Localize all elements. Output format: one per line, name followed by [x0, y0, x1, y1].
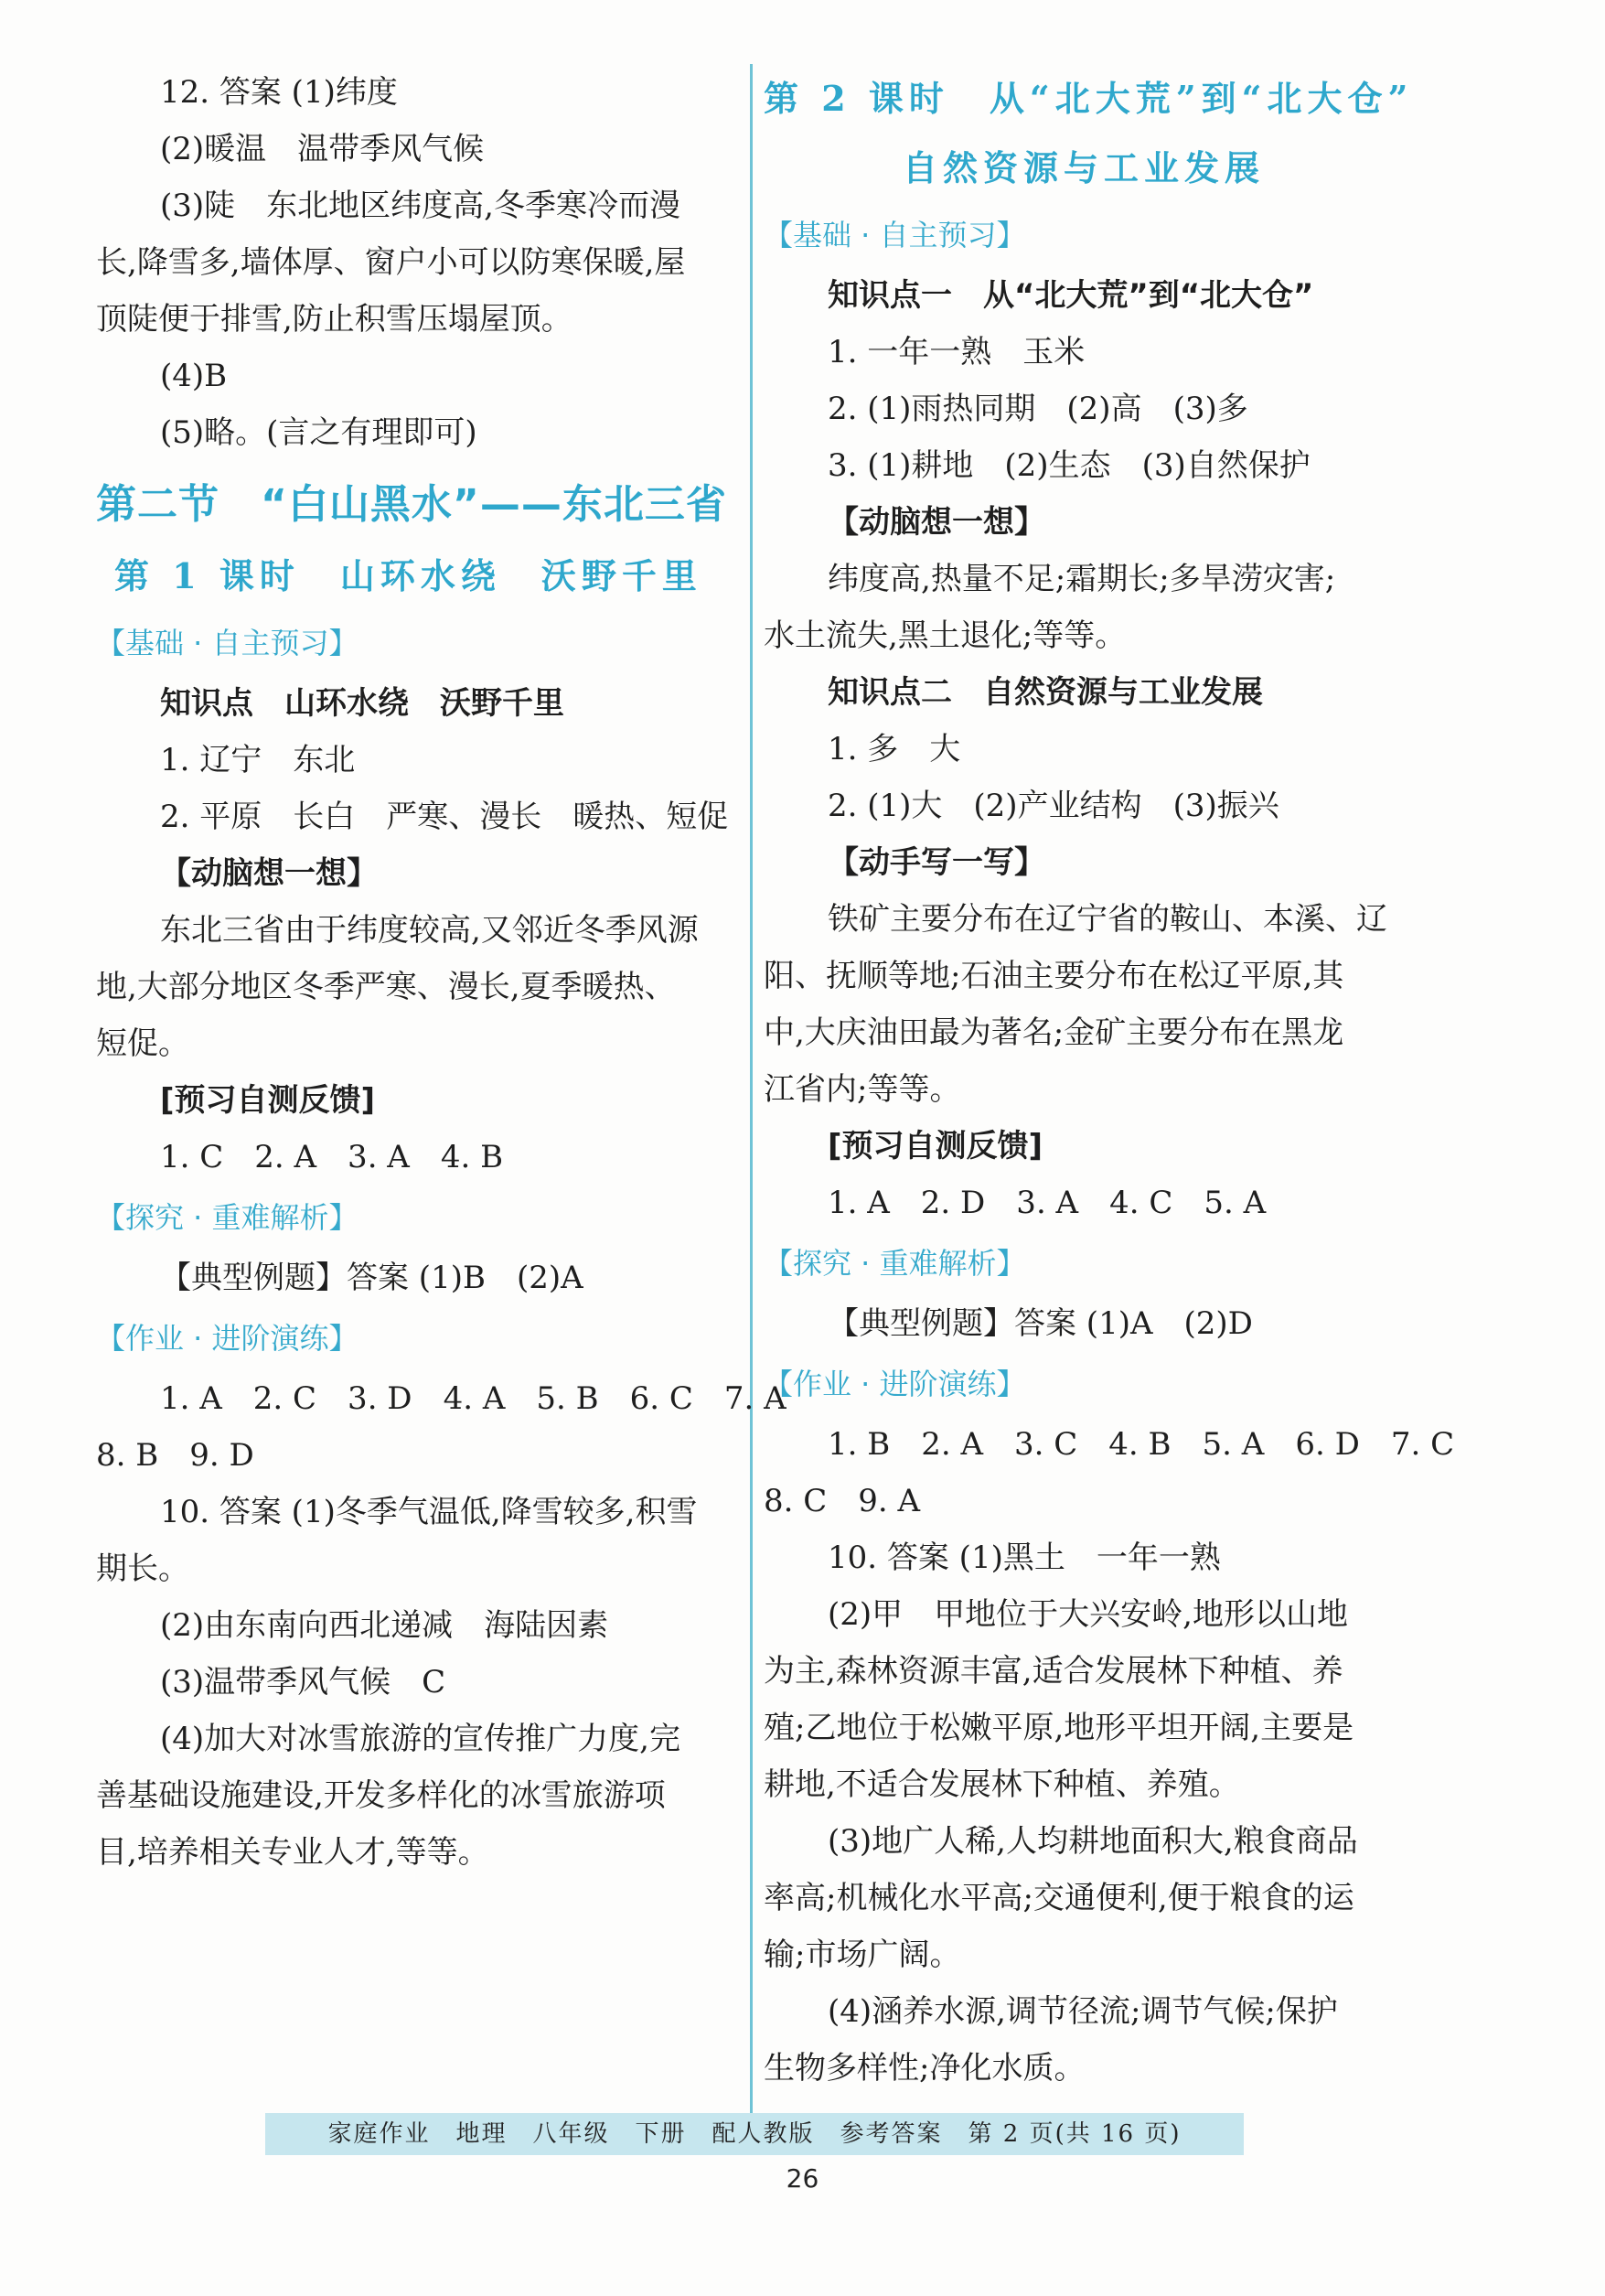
knowledge-point-two-title: 知识点二 自然资源与工业发展 — [828, 674, 1263, 711]
left-column — [96, 64, 786, 1881]
feedback-title-right: [预习自测反馈] — [828, 1128, 1043, 1164]
q10-line-6: 善基础设施建设,开发多样化的冰雪旅游项 — [96, 1777, 666, 1814]
page-number: 26 — [786, 2163, 819, 2194]
knowledge-point-one-3: 3. (1)耕地 (2)生态 (3)自然保护 — [828, 447, 1311, 484]
think-line-1: 东北三省由于纬度较高,又邻近冬季风源 — [160, 912, 699, 949]
lesson-title: 第 1 课时 山环水绕 沃野千里 — [114, 555, 702, 596]
think-title: 【动脑想一想】 — [160, 855, 378, 892]
q10-line-3: (2)由东南向西北递减 海陆因素 — [160, 1607, 609, 1644]
q10-right-line-2: (2)甲 甲地位于大兴安岭,地形以山地 — [828, 1596, 1348, 1633]
think-line-2: 地,大部分地区冬季严寒、漫长,夏季暖热、 — [96, 969, 676, 1005]
feedback-title: [预习自测反馈] — [160, 1082, 376, 1119]
q10-right-line-4: 殖;乙地位于松嫩平原,地形平坦开阔,主要是 — [764, 1710, 1354, 1746]
q12-line-6: (4)B — [160, 358, 228, 394]
knowledge-point-two-2: 2. (1)大 (2)产业结构 (3)振兴 — [828, 788, 1279, 824]
think-right-line-1: 纬度高,热量不足;霜期长;多旱涝灾害; — [828, 561, 1336, 597]
section-title: 第二节 “白山黑水”——东北三省 — [96, 481, 727, 528]
knowledge-point-one-1: 1. 一年一熟 玉米 — [828, 334, 1086, 370]
homework-answers-right-2: 8. C 9. A — [764, 1483, 921, 1519]
q12-line-3: (3)陡 东北地区纬度高,冬季寒冷而漫 — [160, 188, 680, 224]
example-answer: 【典型例题】答案 (1)B (2)A — [160, 1260, 583, 1296]
think-title-right: 【动脑想一想】 — [828, 504, 1045, 541]
knowledge-point-1: 1. 辽宁 东北 — [160, 742, 356, 778]
think-line-3: 短促。 — [96, 1025, 189, 1062]
q12-line-7: (5)略。(言之有理即可) — [160, 414, 477, 451]
q10-line-7: 目,培养相关专业人才,等等。 — [96, 1834, 489, 1871]
feedback-answers-right: 1. A 2. D 3. A 4. C 5. A — [828, 1185, 1267, 1221]
lesson-title-2: 第 2 课时 从“北大荒”到“北大仓” — [764, 78, 1414, 119]
q12-line-4: 长,降雪多,墙体厚、窗户小可以防寒保暖,屋 — [96, 244, 686, 281]
homework-answers-right-1: 1. B 2. A 3. C 4. B 5. A 6. D 7. C — [828, 1426, 1455, 1463]
write-line-3: 中,大庆油田最为著名;金矿主要分布在黑龙 — [764, 1014, 1344, 1051]
q10-line-5: (4)加大对冰雪旅游的宣传推广力度,完 — [160, 1721, 680, 1757]
homework-answers-2: 8. B 9. D — [96, 1437, 254, 1474]
q10-line-4: (3)温带季风气候 C — [160, 1664, 446, 1701]
right-column — [764, 64, 1455, 2097]
q10-line-2: 期长。 — [96, 1550, 189, 1587]
knowledge-point-one-2: 2. (1)雨热同期 (2)高 (3)多 — [828, 391, 1248, 427]
knowledge-point-two-1: 1. 多 大 — [828, 731, 961, 767]
q10-right-line-6: (3)地广人稀,人均耕地面积大,粮食商品 — [828, 1823, 1358, 1860]
knowledge-point-2: 2. 平原 长白 严寒、漫长 暖热、短促 — [160, 799, 729, 835]
q12-line-5: 顶陡便于排雪,防止积雪压塌屋顶。 — [96, 301, 572, 338]
tag-homework: 【作业 · 进阶演练】 — [96, 1321, 358, 1356]
q10-right-line-1: 10. 答案 (1)黑土 一年一熟 — [828, 1540, 1221, 1576]
write-line-2: 阳、抚顺等地;石油主要分布在松辽平原,其 — [764, 958, 1344, 994]
q10-right-line-7: 率高;机械化水平高;交通便利,便于粮食的运 — [764, 1880, 1354, 1916]
lesson-title-2-subtitle: 自然资源与工业发展 — [902, 147, 1265, 188]
tag-explore-right: 【探究 · 重难解析】 — [764, 1246, 1026, 1281]
example-answer-right: 【典型例题】答案 (1)A (2)D — [828, 1305, 1253, 1342]
q10-line-1: 10. 答案 (1)冬季气温低,降雪较多,积雪 — [160, 1494, 698, 1530]
q10-right-line-10: 生物多样性;净化水质。 — [764, 2050, 1086, 2087]
q10-right-line-8: 输;市场广阔。 — [764, 1937, 961, 1973]
q10-right-line-9: (4)涵养水源,调节径流;调节气候;保护 — [828, 1993, 1338, 2030]
write-title: 【动手写一写】 — [828, 844, 1045, 881]
think-right-line-2: 水土流失,黑土退化;等等。 — [764, 617, 1127, 654]
homework-answers-1: 1. A 2. C 3. D 4. A 5. B 6. C 7. A — [160, 1380, 786, 1417]
knowledge-point-title: 知识点 山环水绕 沃野千里 — [160, 685, 564, 722]
write-line-4: 江省内;等等。 — [764, 1071, 961, 1108]
column-divider — [750, 64, 753, 2131]
tag-preview-right: 【基础 · 自主预习】 — [764, 218, 1026, 252]
tag-homework-right: 【作业 · 进阶演练】 — [764, 1367, 1026, 1401]
feedback-answers: 1. C 2. A 3. A 4. B — [160, 1139, 504, 1175]
footer-text: 家庭作业 地理 八年级 下册 配人教版 参考答案 第 2 页(共 16 页) — [327, 2120, 1182, 2148]
tag-explore: 【探究 · 重难解析】 — [96, 1200, 358, 1235]
q12-line-2: (2)暖温 温带季风气候 — [160, 131, 485, 167]
q10-right-line-5: 耕地,不适合发展林下种植、养殖。 — [764, 1766, 1240, 1803]
tag-preview: 【基础 · 自主预习】 — [96, 626, 358, 660]
q10-right-line-3: 为主,森林资源丰富,适合发展林下种植、养 — [764, 1653, 1343, 1690]
q12-line-1: 12. 答案 (1)纬度 — [160, 74, 398, 111]
knowledge-point-one-title: 知识点一 从“北大荒”到“北大仓” — [828, 277, 1314, 314]
write-line-1: 铁矿主要分布在辽宁省的鞍山、本溪、辽 — [828, 901, 1387, 938]
